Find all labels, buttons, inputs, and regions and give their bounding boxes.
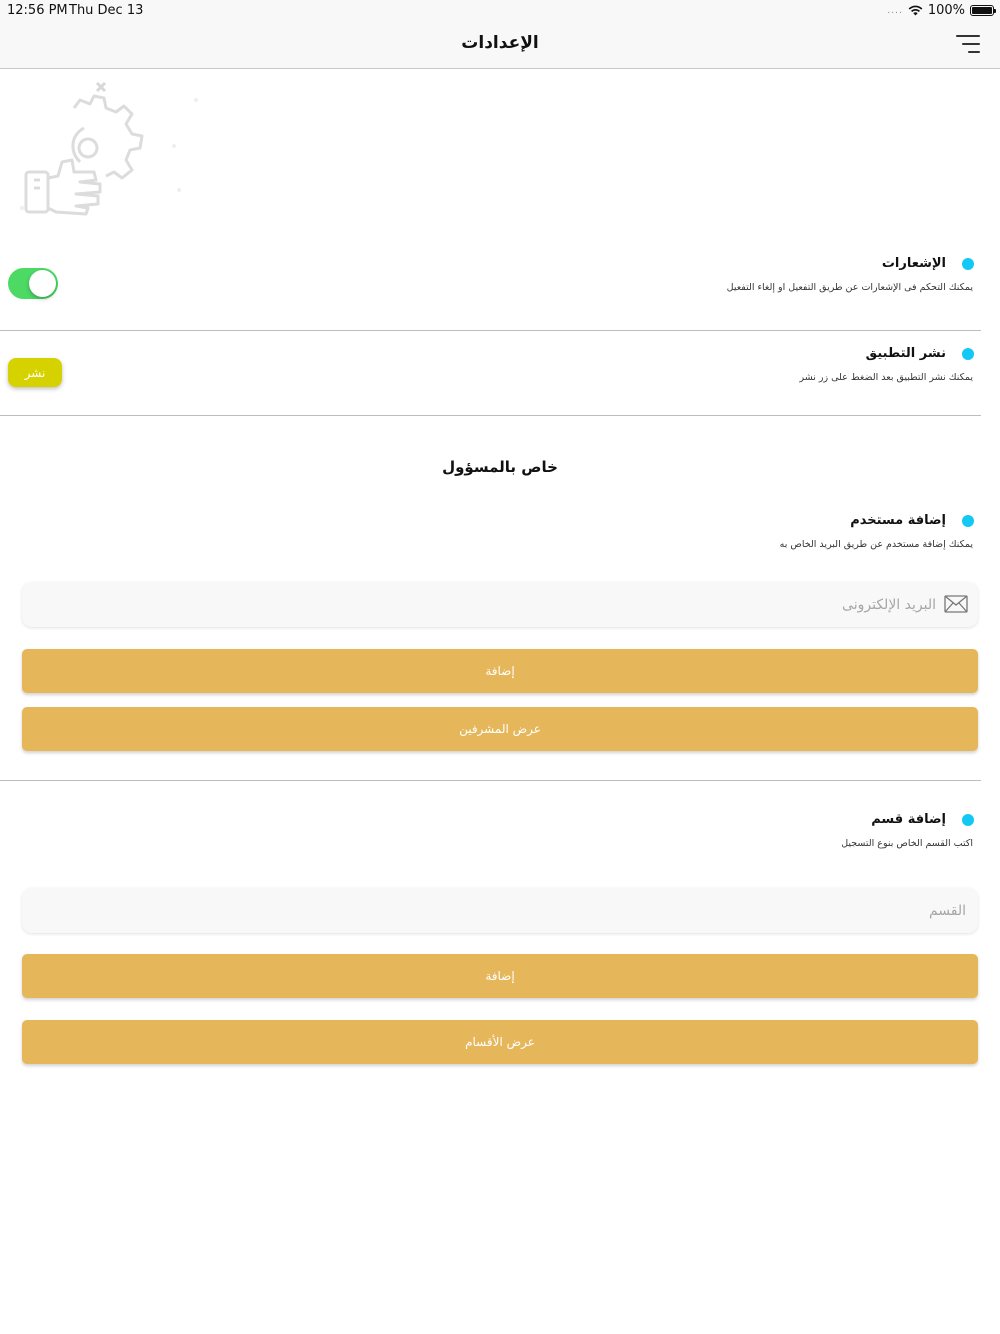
email-input[interactable] [22, 582, 978, 627]
section-input[interactable] [22, 888, 978, 933]
add-section-setting [841, 812, 974, 849]
page-title: الإعدادات [461, 33, 539, 53]
notifications-description: يمكنك التحكم فى الإشعارات عن طريق التفعيل او إلغاء التفعيل [726, 282, 973, 293]
admin-section-heading: خاص بالمسؤول [442, 458, 558, 476]
publish-setting [800, 346, 974, 383]
status-indicators [887, 3, 994, 18]
add-section-description: اكتب القسم الخاص بنوع التسجيل [841, 838, 973, 849]
notifications-setting [727, 256, 974, 293]
bullet-dot-icon [962, 515, 974, 527]
status-date: Thu Dec 13 [69, 3, 144, 18]
bullet-dot-icon [962, 258, 974, 270]
bullet-dot-icon [962, 348, 974, 360]
toggle-knob [29, 270, 56, 297]
publish-button[interactable]: نشر [8, 358, 62, 387]
settings-illustration-icon [14, 78, 204, 218]
cellular-signal-icon: .... [887, 5, 903, 16]
hamburger-menu-icon[interactable] [956, 34, 980, 56]
view-sections-button[interactable]: عرض الأقسام [22, 1020, 978, 1064]
divider [0, 780, 981, 781]
divider [0, 415, 981, 416]
email-field-container [22, 582, 978, 627]
navigation-bar [0, 22, 1000, 69]
section-field-container [22, 888, 978, 933]
notifications-toggle[interactable] [8, 268, 58, 299]
divider [0, 330, 981, 331]
battery-icon [970, 5, 994, 16]
add-user-description: يمكنك إضافة مستخدم عن طريق البريد الخاص به [779, 539, 973, 550]
add-user-title: إضافة مستخدم [850, 513, 946, 528]
add-section-button[interactable]: إضافة [22, 954, 978, 998]
battery-percent: 100% [927, 3, 965, 18]
publish-title: نشر التطبيق [865, 346, 946, 361]
bullet-dot-icon [962, 814, 974, 826]
notifications-title: الإشعارات [881, 256, 946, 271]
view-supervisors-button[interactable]: عرض المشرفين [22, 707, 978, 751]
add-user-setting [780, 513, 974, 550]
mail-icon [944, 595, 968, 613]
publish-description: يمكنك نشر التطبيق بعد الضغط على زر نشر [799, 372, 973, 383]
add-section-title: إضافة قسم [871, 812, 946, 827]
status-time: 12:56 PM [7, 3, 68, 18]
add-user-button[interactable]: إضافة [22, 649, 978, 693]
status-bar [0, 0, 1000, 22]
wifi-icon [908, 5, 923, 16]
